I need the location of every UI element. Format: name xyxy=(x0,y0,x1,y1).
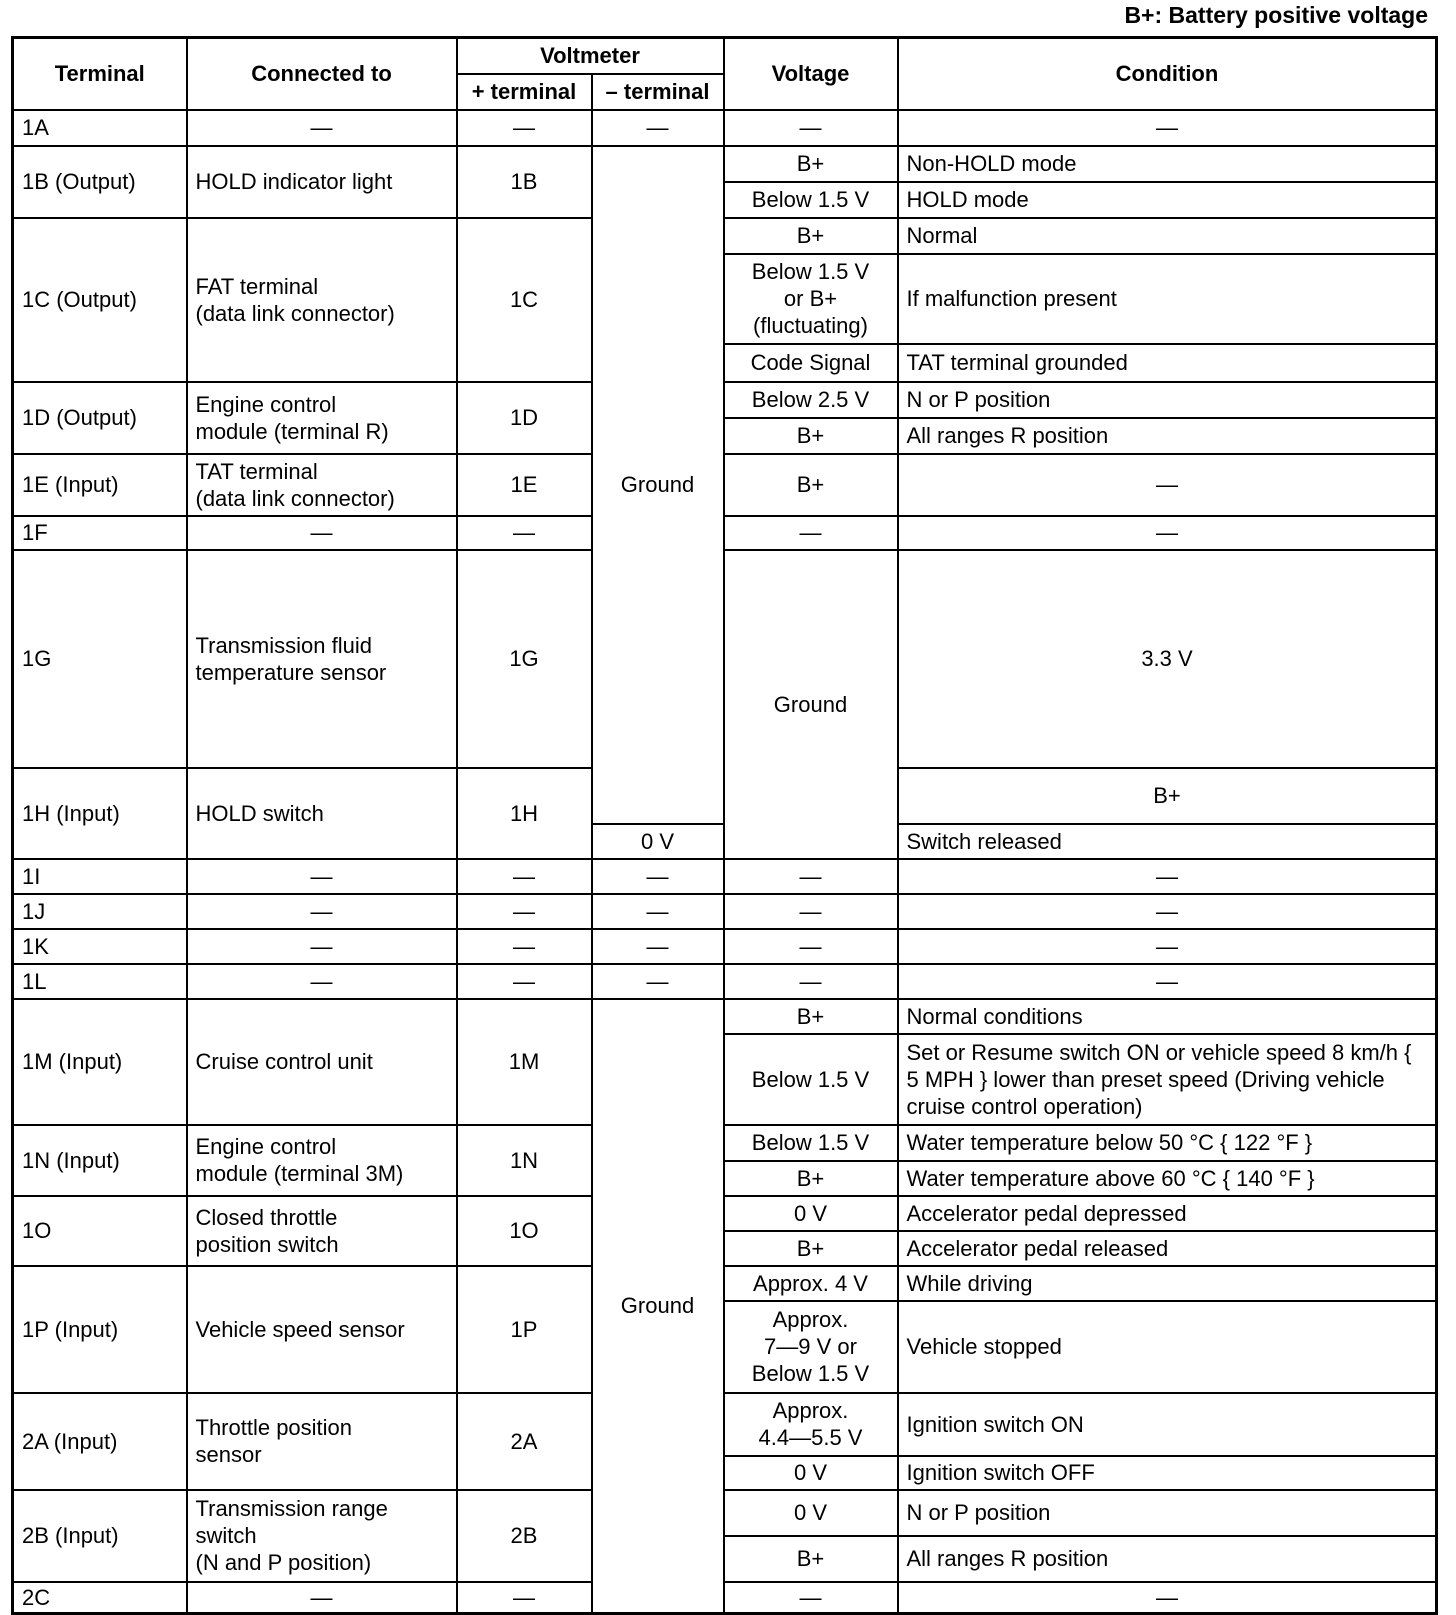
cell-voltage: Below 2.5 V xyxy=(724,382,898,418)
cell-condition: HOLD mode xyxy=(898,182,1437,218)
cell-minus-ground: Ground xyxy=(592,999,724,1614)
table-row xyxy=(13,1393,1437,1456)
cell-condition: TAT terminal grounded xyxy=(898,344,1437,382)
cell-condition: All ranges R position xyxy=(898,418,1437,454)
cell-terminal: 1B (Output) xyxy=(13,146,187,218)
cell-plus: — xyxy=(457,1582,592,1614)
cell-voltage: 3.3 V xyxy=(898,550,1437,768)
table-row xyxy=(13,929,1437,964)
table-row xyxy=(13,894,1437,929)
cell-voltage: Code Signal xyxy=(724,344,898,382)
cell-minus: — xyxy=(724,1582,898,1614)
table-row xyxy=(13,999,1437,1034)
header-voltmeter: Voltmeter xyxy=(457,38,724,74)
cell-condition: Normal conditions xyxy=(898,999,1437,1034)
cell-minus: — xyxy=(724,516,898,550)
cell-condition: Vehicle stopped xyxy=(898,1301,1437,1393)
cell-condition: All ranges R position xyxy=(898,1536,1437,1582)
cell-voltage: B+ xyxy=(724,999,898,1034)
cell-voltage: 0 V xyxy=(592,824,724,859)
cell-terminal: 1H (Input) xyxy=(13,768,187,859)
cell-terminal: 1O xyxy=(13,1196,187,1266)
cell-condition: N or P position xyxy=(898,1490,1437,1536)
cell-voltage: Approx. 7—9 V or Below 1.5 V xyxy=(724,1301,898,1393)
cell-condition: Accelerator pedal released xyxy=(898,1231,1437,1266)
cell-plus: — xyxy=(457,859,592,894)
cell-connected: Transmission range switch (N and P position) xyxy=(187,1490,457,1582)
cell-condition: Switch released xyxy=(898,824,1437,859)
cell-plus: — xyxy=(457,516,592,550)
cell-voltage: — xyxy=(898,1582,1437,1614)
cell-voltage: 0 V xyxy=(724,1456,898,1490)
cell-connected: Vehicle speed sensor xyxy=(187,1266,457,1393)
cell-plus: — xyxy=(457,110,592,146)
cell-terminal: 1D (Output) xyxy=(13,382,187,454)
table-row xyxy=(13,1582,1437,1614)
cell-terminal: 1C (Output) xyxy=(13,218,187,382)
table-row xyxy=(13,1196,1437,1231)
cell-terminal: 2B (Input) xyxy=(13,1490,187,1582)
cell-voltage: — xyxy=(724,964,898,999)
cell-terminal: 1M (Input) xyxy=(13,999,187,1125)
cell-terminal: 1G xyxy=(13,550,187,768)
cell-plus: 1N xyxy=(457,1125,592,1196)
cell-connected: Cruise control unit xyxy=(187,999,457,1125)
cell-connected: Transmission fluid temperature sensor xyxy=(187,550,457,768)
cell-voltage: B+ xyxy=(724,454,898,516)
header-plus-terminal: + terminal xyxy=(457,74,592,110)
cell-connected: Engine control module (terminal 3M) xyxy=(187,1125,457,1196)
cell-voltage: Below 1.5 V xyxy=(724,1034,898,1125)
cell-terminal: 2A (Input) xyxy=(13,1393,187,1490)
header-terminal: Terminal xyxy=(13,38,187,110)
cell-terminal: 1F xyxy=(13,516,187,550)
cell-terminal: 1A xyxy=(13,110,187,146)
table-row xyxy=(13,146,1437,182)
cell-plus: 1B xyxy=(457,146,592,218)
cell-condition: N or P position xyxy=(898,382,1437,418)
cell-plus: 1C xyxy=(457,218,592,382)
table-row xyxy=(13,859,1437,894)
cell-connected: TAT terminal (data link connector) xyxy=(187,454,457,516)
cell-plus: 1H xyxy=(457,768,592,859)
cell-connected: HOLD switch xyxy=(187,768,457,859)
cell-voltage: — xyxy=(724,859,898,894)
cell-plus: 1O xyxy=(457,1196,592,1266)
cell-connected: Throttle position sensor xyxy=(187,1393,457,1490)
cell-connected: FAT terminal (data link connector) xyxy=(187,218,457,382)
cell-condition: Ignition switch OFF xyxy=(898,1456,1437,1490)
table-row xyxy=(13,550,1437,768)
cell-terminal: 1L xyxy=(13,964,187,999)
cell-voltage: — xyxy=(724,110,898,146)
header-voltage: Voltage xyxy=(724,38,898,110)
cell-condition: — xyxy=(898,110,1437,146)
cell-condition: If malfunction present xyxy=(898,254,1437,344)
table-row xyxy=(13,1490,1437,1536)
cell-connected: HOLD indicator light xyxy=(187,146,457,218)
cell-minus-ground: Ground xyxy=(592,146,724,824)
legend: B+: Battery positive voltage xyxy=(1124,2,1428,28)
cell-voltage: Below 1.5 V xyxy=(724,182,898,218)
header-condition: Condition xyxy=(898,38,1437,110)
cell-plus: 2A xyxy=(457,1393,592,1490)
cell-connected: — xyxy=(187,929,457,964)
cell-voltage: B+ xyxy=(724,418,898,454)
cell-condition: Non-HOLD mode xyxy=(898,146,1437,182)
cell-condition: Water temperature above 60 °C { 140 °F } xyxy=(898,1161,1437,1196)
cell-voltage: — xyxy=(898,516,1437,550)
cell-voltage: Below 1.5 V xyxy=(724,1125,898,1161)
cell-condition: — xyxy=(898,929,1437,964)
cell-condition: Set or Resume switch ON or vehicle speed 8 km/h { 5 MPH } lower than preset speed (Driving vehicle cruise control operation) xyxy=(898,1034,1437,1125)
cell-minus: — xyxy=(592,964,724,999)
cell-plus: 1P xyxy=(457,1266,592,1393)
cell-connected: — xyxy=(187,110,457,146)
cell-plus: — xyxy=(457,964,592,999)
cell-plus: 1E xyxy=(457,454,592,516)
table-row xyxy=(13,516,1437,550)
table-row xyxy=(13,218,1437,254)
table-row xyxy=(13,382,1437,418)
cell-voltage: Below 1.5 V or B+ (fluctuating) xyxy=(724,254,898,344)
cell-condition: Water temperature below 50 °C { 122 °F } xyxy=(898,1125,1437,1161)
cell-minus: — xyxy=(592,110,724,146)
cell-voltage: B+ xyxy=(724,1161,898,1196)
cell-minus: — xyxy=(592,894,724,929)
cell-connected: Engine control module (terminal R) xyxy=(187,382,457,454)
cell-minus: — xyxy=(592,929,724,964)
cell-condition: — xyxy=(898,894,1437,929)
cell-plus: 1M xyxy=(457,999,592,1125)
cell-connected: — xyxy=(187,1582,457,1614)
cell-terminal: 1K xyxy=(13,929,187,964)
table-row xyxy=(13,1266,1437,1301)
cell-condition: — xyxy=(898,454,1437,516)
cell-terminal: 1E (Input) xyxy=(13,454,187,516)
header-connected-to: Connected to xyxy=(187,38,457,110)
cell-voltage: 0 V xyxy=(724,1490,898,1536)
header-minus-terminal: – terminal xyxy=(592,74,724,110)
cell-plus: 2B xyxy=(457,1490,592,1582)
cell-plus: 1D xyxy=(457,382,592,454)
cell-plus: 1G xyxy=(457,550,592,768)
cell-terminal: 1P (Input) xyxy=(13,1266,187,1393)
cell-connected: — xyxy=(187,964,457,999)
cell-voltage: 0 V xyxy=(724,1196,898,1231)
cell-voltage: — xyxy=(724,929,898,964)
cell-terminal: 1I xyxy=(13,859,187,894)
cell-voltage: B+ xyxy=(724,1536,898,1582)
cell-connected: — xyxy=(187,894,457,929)
table-row xyxy=(13,454,1437,516)
cell-terminal: 1N (Input) xyxy=(13,1125,187,1196)
cell-connected: — xyxy=(187,516,457,550)
cell-voltage: Approx. 4.4—5.5 V xyxy=(724,1393,898,1456)
cell-terminal: 1J xyxy=(13,894,187,929)
terminal-voltage-table xyxy=(11,36,1438,1615)
table-row xyxy=(13,964,1437,999)
cell-condition: While driving xyxy=(898,1266,1437,1301)
cell-connected: Closed throttle position switch xyxy=(187,1196,457,1266)
cell-minus-ground: Ground xyxy=(724,550,898,859)
cell-condition: — xyxy=(898,859,1437,894)
cell-minus: — xyxy=(592,859,724,894)
cell-connected: — xyxy=(187,859,457,894)
cell-plus: — xyxy=(457,929,592,964)
cell-voltage: B+ xyxy=(724,218,898,254)
cell-voltage: Approx. 4 V xyxy=(724,1266,898,1301)
cell-voltage: B+ xyxy=(898,768,1437,824)
table-row xyxy=(13,110,1437,146)
cell-voltage: — xyxy=(724,894,898,929)
cell-voltage: B+ xyxy=(724,1231,898,1266)
cell-condition: Normal xyxy=(898,218,1437,254)
cell-terminal: 2C xyxy=(13,1582,187,1614)
cell-condition: Ignition switch ON xyxy=(898,1393,1437,1456)
cell-voltage: B+ xyxy=(724,146,898,182)
cell-condition: — xyxy=(898,964,1437,999)
table-row xyxy=(13,1125,1437,1161)
cell-plus: — xyxy=(457,894,592,929)
cell-condition: Accelerator pedal depressed xyxy=(898,1196,1437,1231)
